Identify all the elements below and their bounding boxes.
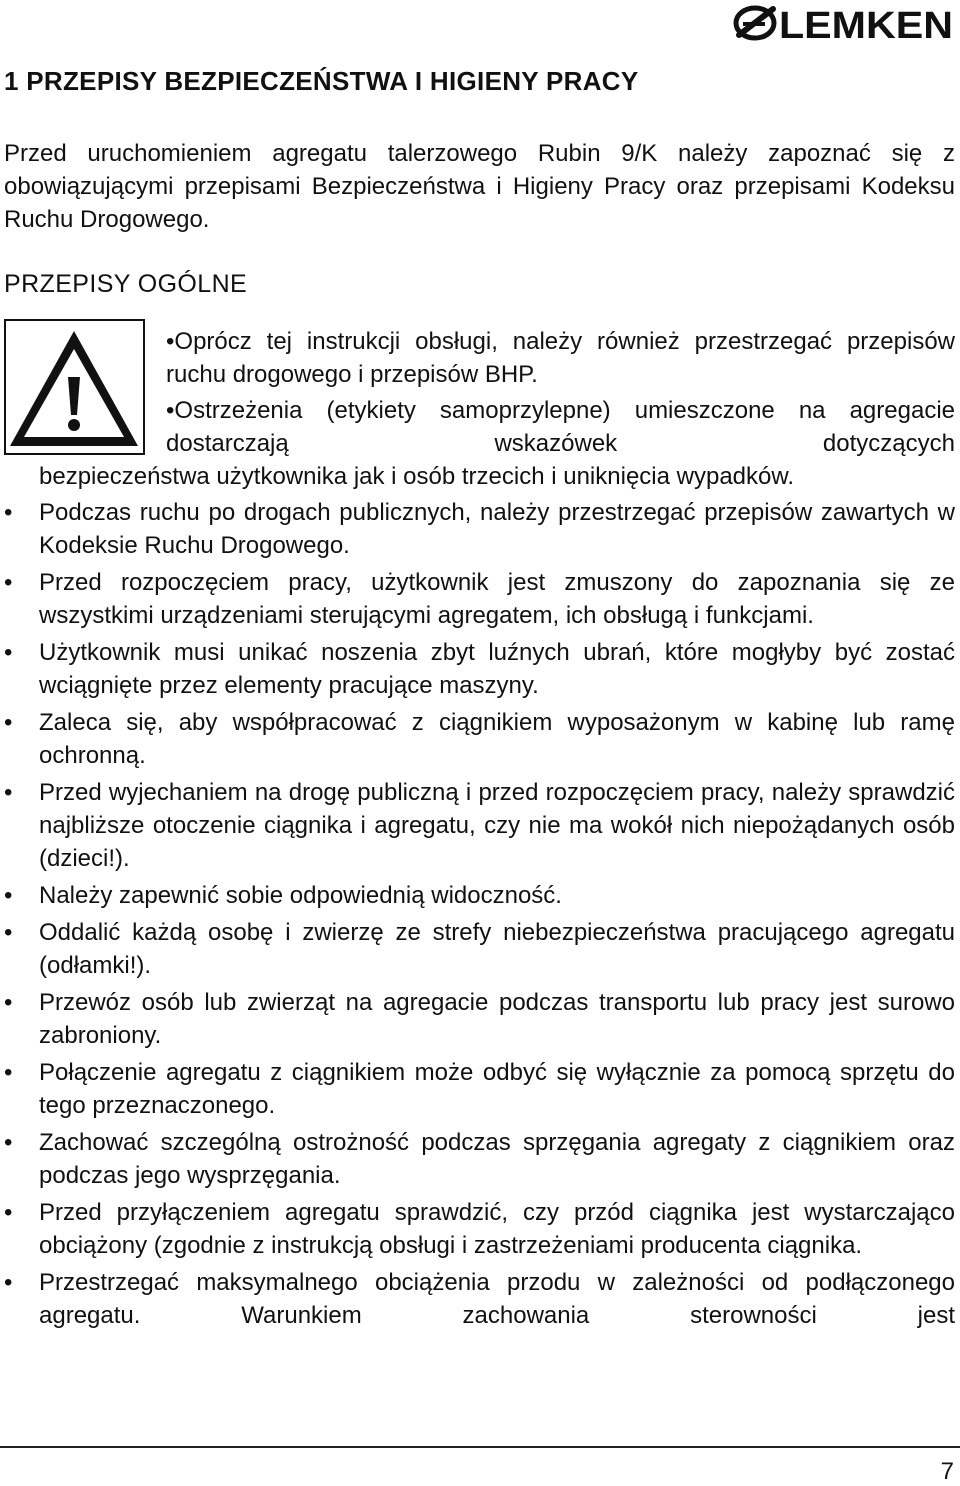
list-item-text: Przewóz osób lub zwierząt na agregacie podczas transportu lub pracy jest surowo zabroniony. <box>39 989 955 1049</box>
wrapped-item-labels-continuation: bezpieczeństwa użytkownika jak i osób trzecich i uniknięcia wypadków. <box>39 463 795 490</box>
list-item-text: Zachować szczególną ostrożność podczas sprzęgania agregaty z ciągnikiem oraz podczas jego wysprzęgania. <box>39 1129 955 1189</box>
list-item-text: Podczas ruchu po drogach publicznych, należy przestrzegać przepisów zawartych w Kodeksie Ruchu Drogowego. <box>39 499 955 559</box>
page-number: 7 <box>940 1458 954 1485</box>
list-item <box>0 916 955 982</box>
footer-divider <box>0 1446 960 1448</box>
bullet-dot: • <box>4 882 13 909</box>
list-item <box>0 566 955 632</box>
bullet-dot: • <box>4 1269 13 1296</box>
bullet-dot: • <box>4 709 13 736</box>
bullet-dot: • <box>4 919 13 946</box>
bullet-dot: • <box>4 1059 13 1086</box>
bullet-dot: • <box>4 569 13 596</box>
list-item <box>0 879 955 912</box>
list-item-text: Oddalić każdą osobę i zwierzę ze strefy niebezpieczeństwa pracującego agregatu (odłamki!). <box>39 919 955 979</box>
safety-bullet-list <box>0 496 955 1336</box>
list-item <box>0 1266 955 1332</box>
list-item-text: Przed wyjechaniem na drogę publiczną i przed rozpoczęciem pracy, należy sprawdzić najbliższe otoczenie ciągnika i agregatu, czy nie ma wokół nich niepożądanych osób (dzieci!). <box>39 779 955 872</box>
bullet-dot: • <box>4 1199 13 1226</box>
list-item-text: Przed przyłączeniem agregatu sprawdzić, czy przód ciągnika jest wystarczająco obciążony (zgodnie z instrukcją obsługi i zastrzeżeniami producenta ciągnika. <box>39 1199 955 1259</box>
list-item-text: Zaleca się, aby współpracować z ciągnikiem wyposażonym w kabinę lub ramę ochronną. <box>39 709 955 769</box>
wrapped-item-labels: •Ostrzeżenia (etykiety samoprzylepne) umieszczone na agregacie dostarczają wskazówek dotyczących <box>166 397 955 457</box>
list-item-text: Przed rozpoczęciem pracy, użytkownik jest zmuszony do zapoznania się ze wszystkimi urządzeniami sterującymi agregatem, ich obsługą i funkcjami. <box>39 569 955 629</box>
list-item <box>0 1056 955 1122</box>
bullet-dot: • <box>4 989 13 1016</box>
list-item-text: Należy zapewnić sobie odpowiednią widoczność. <box>39 882 562 909</box>
list-item <box>0 1196 955 1262</box>
list-item <box>0 636 955 702</box>
bullet-dot: • <box>4 499 13 526</box>
intro-paragraph: Przed uruchomieniem agregatu talerzowego Rubin 9/K należy zapoznać się z obowiązującymi przepisami Bezpieczeństwa i Higieny Pracy oraz przepisami Kodeksu Ruchu Drogowego. <box>4 140 955 233</box>
section-heading: PRZEPISY OGÓLNE <box>4 270 248 298</box>
list-item <box>0 1126 955 1192</box>
bullet-dot: • <box>4 779 13 806</box>
bullet-dot: • <box>4 639 13 666</box>
list-item <box>0 706 955 772</box>
page-title: 1 PRZEPISY BEZPIECZEŃSTWA I HIGIENY PRACY <box>4 66 639 96</box>
list-item-text: Przestrzegać maksymalnego obciążenia przodu w zależności od podłączonego agregatu. Warunkiem zachowania sterowności jest <box>39 1269 955 1329</box>
lemken-logo <box>733 3 955 45</box>
bullet-dot: • <box>4 1129 13 1156</box>
list-item <box>0 986 955 1052</box>
list-item <box>0 496 955 562</box>
wrapped-item-manual: •Oprócz tej instrukcji obsługi, należy również przestrzegać przepisów ruchu drogowego i przepisów BHP. <box>166 328 955 388</box>
list-item-text: Użytkownik musi unikać noszenia zbyt luźnych ubrań, które mogłyby być zostać wciągnięte przez elementy pracujące maszyny. <box>39 639 955 699</box>
logo-wordmark: LEMKEN <box>779 5 953 45</box>
list-item <box>0 776 955 875</box>
warning-triangle-icon <box>4 319 145 455</box>
list-item-text: Połączenie agregatu z ciągnikiem może odbyć się wyłącznie za pomocą sprzętu do tego przeznaczonego. <box>39 1059 955 1119</box>
logo-emblem-icon <box>736 8 774 38</box>
